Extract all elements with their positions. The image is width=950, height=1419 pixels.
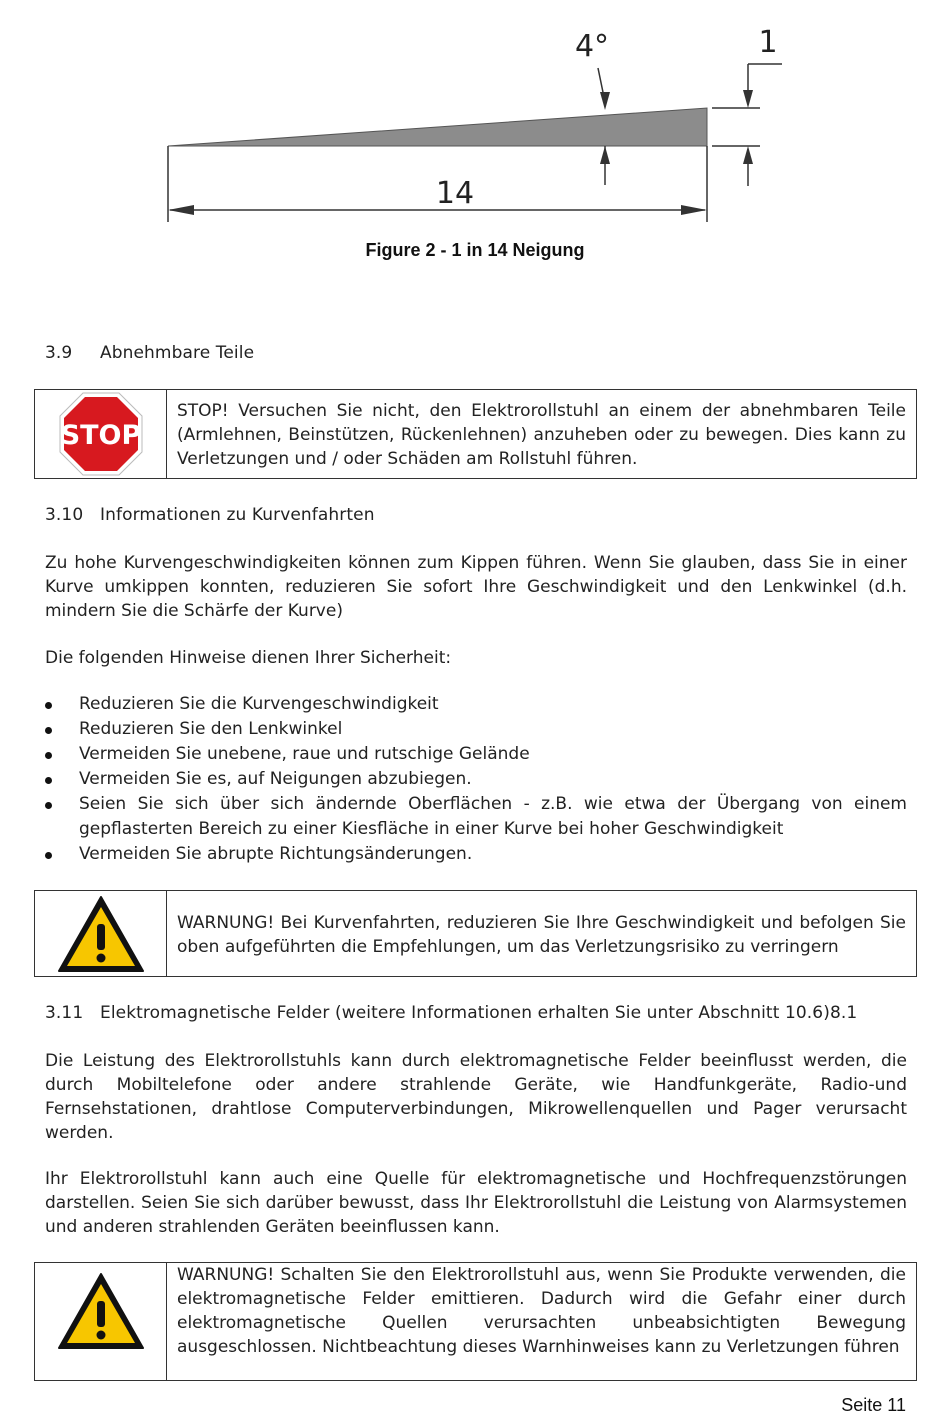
warning-triangle-icon [56, 1271, 146, 1351]
list-item: Vermeiden Sie abrupte Richtungsänderungen. [45, 842, 907, 867]
warning-icon-cell [35, 891, 167, 976]
paragraph-safety-intro: Die folgenden Hinweise dienen Ihrer Sicherheit: [45, 648, 452, 668]
slope-diagram [150, 10, 810, 230]
section-heading-3-10 [45, 505, 375, 525]
rise-label: 1 [758, 25, 778, 60]
stop-icon-cell [35, 390, 167, 478]
stop-sign-text: STOP [60, 420, 141, 451]
bullet-icon [45, 802, 52, 809]
stop-notice-box [34, 389, 917, 479]
list-item: Reduzieren Sie die Kurvengeschwindigkeit [45, 692, 907, 717]
figure-caption: Figure 2 - 1 in 14 Neigung [365, 240, 585, 260]
bullet-icon [45, 727, 52, 734]
list-item: Reduzieren Sie den Lenkwinkel [45, 717, 907, 742]
list-item: Vermeiden Sie es, auf Neigungen abzubiegen. [45, 767, 907, 792]
section-number: 3.10 [45, 505, 84, 525]
warning-box-emf [34, 1262, 917, 1381]
page-number: Seite 11 [841, 1395, 906, 1415]
run-label: 14 [435, 176, 475, 211]
warning-text-cornering: WARNUNG! Bei Kurvenfahrten, reduzieren Sie Ihre Geschwindigkeit und befolgen Sie oben aufgeführten die Empfehlungen, um das Verletzungsrisiko zu verringern [177, 913, 906, 957]
warning-box-cornering [34, 890, 917, 977]
section-title: Elektromagnetische Felder (weitere Informationen erhalten Sie unter Abschnitt 10.6)8.1 [100, 1003, 858, 1023]
bullet-icon [45, 702, 52, 709]
angle-label: 4° [574, 29, 610, 64]
paragraph-cornering: Zu hohe Kurvengeschwindigkeiten können zum Kippen führen. Wenn Sie glauben, dass Sie in einer Kurve umkippen konnten, reduzieren Sie sofort Ihre Geschwindigkeit und den Lenkwinkel (d.h. mindern Sie die Schärfe der Kurve) [45, 553, 907, 621]
section-number: 3.11 [45, 1003, 84, 1023]
slope-wedge [168, 108, 707, 146]
section-title: Informationen zu Kurvenfahrten [100, 505, 375, 525]
warning-text-emf: WARNUNG! Schalten Sie den Elektrorollstuhl aus, wenn Sie Produkte verwenden, die elektromagnetische Felder emittieren. Dadurch wird die Gefahr einer durch elektromagnetische Quellen verursachten unbeabsichtigten Bewegung ausgeschlossen. Nichtbeachtung dieses Warnhinweises kann zu Verletzungen führen [177, 1265, 906, 1357]
stop-sign-icon [58, 391, 144, 477]
warning-icon-cell [35, 1263, 167, 1380]
section-heading-3-11 [45, 1003, 857, 1023]
section-title: Abnehmbare Teile [100, 343, 255, 363]
section-number: 3.9 [45, 343, 73, 363]
paragraph-emf-1: Die Leistung des Elektrorollstuhls kann durch elektromagnetische Felder beeinflusst werden, die durch Mobiltelefone oder andere strahlende Geräte, wie Handfunkgeräte, Radio-und Fernsehstationen, drahtlose Computerverbindungen, Mikrowellenquellen und Pager verursacht werden. [45, 1051, 907, 1143]
stop-notice-text: STOP! Versuchen Sie nicht, den Elektrorollstuhl an einem der abnehmbaren Teile (Armlehnen, Beinstützen, Rückenlehnen) anzuheben oder zu bewegen. Dies kann zu Verletzungen und / oder Schäden am Rollstuhl führen. [177, 401, 906, 469]
bullet-icon [45, 852, 52, 859]
list-item: Seien Sie sich über sich ändernde Oberflächen - z.B. wie etwa der Übergang von einem gepflasterten Bereich zu einer Kiesfläche in einer Kurve bei hoher Geschwindigkeit [45, 792, 907, 841]
paragraph-emf-2: Ihr Elektrorollstuhl kann auch eine Quelle für elektromagnetische und Hochfrequenzstörungen darstellen. Seien Sie sich darüber bewusst, dass Ihr Elektrorollstuhl die Leistung von Alarmsystemen und anderen strahlenden Geräten beeinflussen kann. [45, 1169, 907, 1237]
safety-bullet-list [45, 692, 907, 867]
list-item: Vermeiden Sie unebene, raue und rutschige Gelände [45, 742, 907, 767]
section-heading-3-9 [45, 343, 254, 363]
bullet-icon [45, 777, 52, 784]
warning-triangle-icon [56, 894, 146, 974]
bullet-icon [45, 752, 52, 759]
